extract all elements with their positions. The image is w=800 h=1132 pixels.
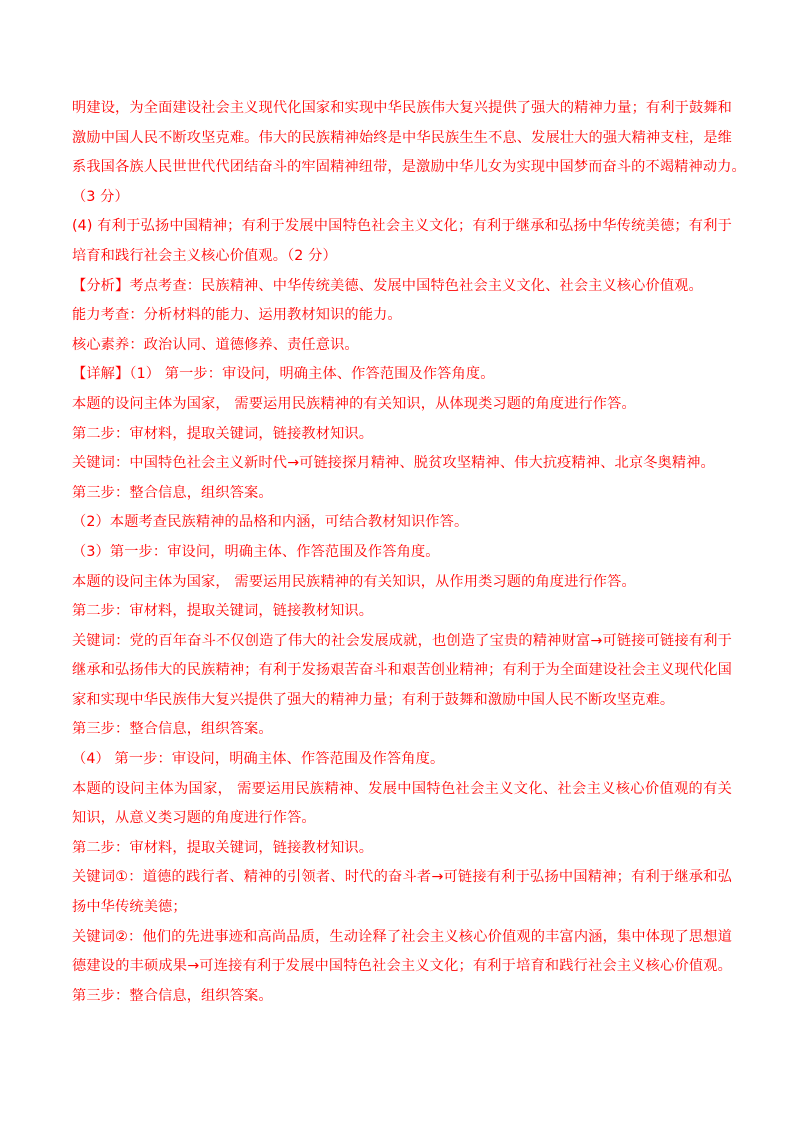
text-line: 核心素养：政治认同、道德修养、责任意识。: [72, 336, 359, 353]
text-line: 第二步：审材料，提取关键词，链接教材知识。: [72, 839, 374, 856]
text-line: 本题的设问主体为国家， 需要运用民族精神的有关知识，从体现类习题的角度进行作答。: [72, 395, 636, 412]
text-line: 第三步：整合信息，组织答案。: [72, 484, 273, 501]
text-line: (4) 有利于弘扬中国精神；有利于发展中国特色社会主义文化；有利于继承和弘扬中华传统美德；有利于: [72, 218, 732, 235]
text-line: 第二步：审材料，提取关键词，链接教材知识。: [72, 603, 374, 620]
text-line: （4） 第一步：审设问，明确主体、作答范围及作答角度。: [72, 751, 445, 768]
text-line: 激励中国人民不断攻坚克难。伟大的民族精神始终是中华民族生生不息、发展壮大的强大精神支柱，是维: [72, 129, 732, 146]
text-line: 继承和弘扬伟大的民族精神；有利于发扬艰苦奋斗和艰苦创业精神；有利于为全面建设社会主义现代化国: [72, 662, 732, 679]
text-line: 能力考查：分析材料的能力、运用教材知识的能力。: [72, 307, 402, 324]
text-line: 知识，从意义类习题的角度进行作答。: [72, 810, 316, 827]
text-line: 培育和践行社会主义核心价值观。（2 分）: [72, 247, 337, 264]
text-line: 扬中华传统美德；: [72, 899, 187, 916]
text-line: 关键词：中国特色社会主义新时代→可链接探月精神、脱贫攻坚精神、伟大抗疫精神、北京冬奥精神。: [72, 455, 715, 472]
text-line: （3 分）: [72, 188, 129, 205]
text-line: （2）本题考查民族精神的品格和内涵，可结合教材知识作答。: [72, 514, 469, 531]
text-line: 本题的设问主体为国家， 需要运用民族精神、发展中国特色社会主义文化、社会主义核心价值观的有关: [72, 780, 732, 797]
text-line: 家和实现中华民族伟大复兴提供了强大的精神力量；有利于鼓舞和激励中国人民不断攻坚克难。: [72, 691, 675, 708]
document-body: [72, 94, 746, 1011]
text-line: 本题的设问主体为国家， 需要运用民族精神的有关知识，从作用类习题的角度进行作答。: [72, 573, 636, 590]
text-line: 第三步：整合信息，组织答案。: [72, 987, 273, 1004]
text-line: 关键词②：他们的先进事迹和高尚品质，生动诠释了社会主义核心价值观的丰富内涵，集中体现了思想道: [72, 928, 732, 945]
text-line: （3）第一步：审设问，明确主体、作答范围及作答角度。: [72, 543, 440, 560]
text-line: 第三步：整合信息，组织答案。: [72, 721, 273, 738]
text-line: 第二步：审材料，提取关键词，链接教材知识。: [72, 425, 374, 442]
text-line: 系我国各族人民世世代代团结奋斗的牢固精神纽带，是激励中华儿女为实现中国梦而奋斗的不竭精神动力。: [72, 159, 746, 176]
text-line: 关键词：党的百年奋斗不仅创造了伟大的社会发展成就，也创造了宝贵的精神财富→可链接可链接有利于: [72, 632, 732, 649]
text-line: 【分析】考点考查：民族精神、中华传统美德、发展中国特色社会主义文化、社会主义核心价值观。: [72, 277, 703, 294]
text-line: 德建设的丰硕成果→可连接有利于发展中国特色社会主义文化；有利于培育和践行社会主义核心价值观。: [72, 958, 732, 975]
text-line: 【详解】（1） 第一步：审设问，明确主体、作答范围及作答角度。: [72, 366, 495, 383]
text-line: 关键词①：道德的践行者、精神的引领者、时代的奋斗者→可链接有利于弘扬中国精神；有利于继承和弘: [72, 869, 732, 886]
text-line: 明建设，为全面建设社会主义现代化国家和实现中华民族伟大复兴提供了强大的精神力量；有利于鼓舞和: [72, 100, 732, 116]
